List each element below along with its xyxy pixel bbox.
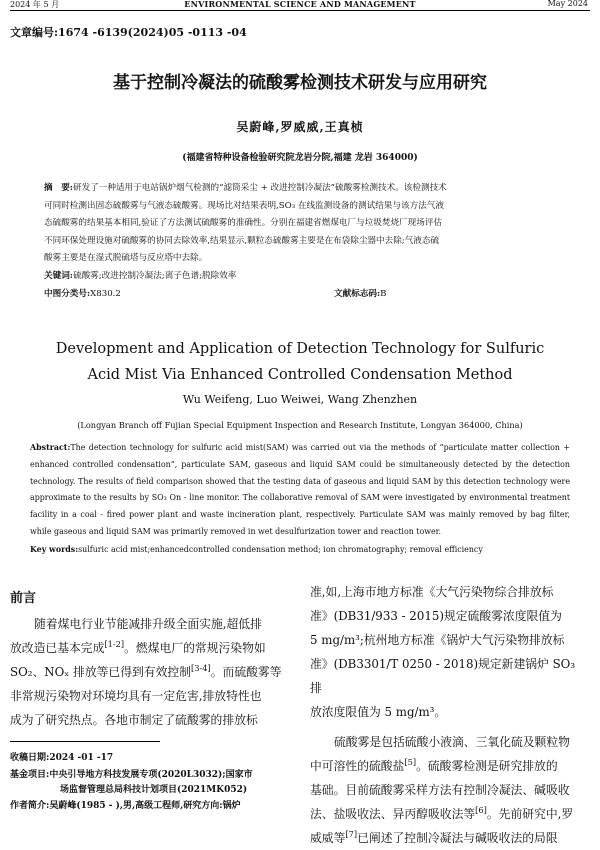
citation: [1-2] bbox=[104, 639, 125, 650]
title-cn: 基于控制冷凝法的硫酸雾检测技术研发与应用研究 bbox=[113, 73, 487, 93]
left-column bbox=[10, 612, 288, 732]
body-line: 非常规污染物对环境均具有一定危害,排放特性也 bbox=[10, 689, 262, 703]
keywords-en-label: Key words: bbox=[30, 545, 79, 554]
body-line: 准,如,上海市地方标准《大气污染物综合排放标 bbox=[310, 585, 554, 599]
abstract-cn-line: 不同环保处理设施对硫酸雾的协同去除效率,结果显示,颗粒态硫酸雾主要是在布袋除尘器中去除;气液态硫 bbox=[44, 235, 440, 246]
keywords-en bbox=[30, 545, 570, 554]
affiliation-cn: (福建省特种设备检验研究院龙岩分院,福建 龙岩 364000) bbox=[182, 153, 418, 163]
abstract-en bbox=[30, 440, 570, 541]
classification-row bbox=[44, 286, 556, 304]
abstract-cn-line: 酸雾主要是在湿式脱硫塔与反应塔中去除。 bbox=[44, 253, 208, 263]
body-line: 随着煤电行业节能减排升级全面实施,超低排 bbox=[34, 617, 262, 631]
authors-cn: 吴蔚峰,罗威威,王真桢 bbox=[236, 120, 364, 134]
header-rule bbox=[10, 10, 590, 11]
title-en-line: Development and Application of Detection Technology for Sulfuric bbox=[55, 341, 545, 357]
running-header bbox=[0, 0, 600, 10]
keywords-cn-text: 硫酸雾;改进控制冷凝法;离子色谱;脱除效率 bbox=[72, 271, 237, 281]
body-line: 放改造已基本完成[1-2]。燃煤电厂的常规污染物如 bbox=[10, 639, 266, 655]
footnote-received: 收稿日期:2024 -01 -17 bbox=[10, 753, 114, 763]
article-number: 文章编号:1674 -6139(2024)05 -0113 -04 bbox=[10, 26, 247, 39]
abstract-cn-line: 摘 要:研发了一种适用于电站锅炉烟气检测的“滤筒采尘 + 改进控制冷凝法”硫酸雾检测技术。该检测技术 bbox=[44, 183, 447, 193]
clc-value: X830.2 bbox=[90, 289, 121, 299]
keywords-cn-label: 关键词: bbox=[44, 271, 73, 281]
title-en bbox=[0, 336, 600, 388]
journal-name: ENVIRONMENTAL SCIENCE AND MANAGEMENT bbox=[184, 0, 416, 9]
footnote-author: 作者简介:吴蔚峰(1985 - ),男,高级工程师,研究方向:锅炉 bbox=[10, 801, 241, 811]
title-en-line: Acid Mist Via Enhanced Controlled Condensation Method bbox=[87, 367, 513, 383]
body-line: 放浓度限值为 5 mg/m³。 bbox=[310, 705, 447, 719]
section-heading: 前言 bbox=[10, 591, 37, 606]
citation: [6] bbox=[475, 805, 487, 816]
footnote-rule bbox=[10, 741, 160, 742]
authors-en: Wu Weifeng, Luo Weiwei, Wang Zhenzhen bbox=[182, 393, 418, 406]
clc-label: 中图分类号: bbox=[44, 289, 91, 299]
abstract-cn bbox=[44, 180, 556, 268]
body-line: 威威等[7]已阐述了控制冷凝法与碱吸收法的局限 bbox=[310, 829, 558, 845]
body-line: 5 mg/m³;杭州地方标准《锅炉大气污染物排放标 bbox=[310, 633, 565, 647]
doc-code-label: 文献标志码: bbox=[334, 289, 381, 299]
abstract-cn-label: 摘 要: bbox=[44, 183, 73, 193]
footnote-fund: 基金项目:中央引导地方科技发展专项(2020L3032);国家市 bbox=[10, 770, 253, 780]
citation: [5] bbox=[404, 757, 417, 768]
abstract-en-text: The detection technology for sulfuric acid mist(SAM) was carried out via the methods of “particulate matter collection + enhanced controlled condensation”, particulate SAM, gaseous and liquid SAM could be simultaneously detected by the detection technology. The results of field comparison showed that the testing data of gaseous and liquid SAM by this detection technology were approximate to the results by SO₃ On - line monitor. The collaborative removal of SAM were investigated by environmental treatment facility in a coal - fired power plant and waste incineration plant, respectively. Particulate SAM was mainly removed by bag filter, while gaseous and liquid SAM was primarily removed in wet desulfurization tower and reaction tower. bbox=[30, 443, 570, 536]
abstract-cn-line: 态硫酸雾的结果基本相同,验证了方法测试硫酸雾的准确性。分别在福建省燃煤电厂与垃圾焚烧厂现场评估 bbox=[44, 218, 443, 228]
abstract-en-label: Abstract: bbox=[30, 443, 71, 452]
abstract-cn-line: 可同时检测出固态硫酸雾与气液态硫酸雾。现场比对结果表明,SO₃ 在线监测设备的测试结果与该方法气液 bbox=[44, 200, 444, 211]
citation: [3-4] bbox=[191, 663, 211, 674]
body-line: 基础。目前硫酸雾采样方法有控制冷凝法、碱吸收 bbox=[310, 783, 570, 797]
header-date-cn: 2024 年 5 月 bbox=[10, 0, 60, 9]
keywords-cn bbox=[44, 268, 556, 286]
citation: [7] bbox=[345, 829, 358, 840]
doc-code bbox=[334, 286, 386, 304]
doc-code-value: B bbox=[380, 289, 387, 299]
body-line: 准》(DB3301/T 0250 - 2018)规定新建锅炉 SO₃ 排 bbox=[310, 657, 576, 695]
keywords-en-text: sulfuric acid mist;enhancedcontrolled condensation method; ion chromatography; removal efficiency bbox=[78, 545, 483, 554]
body-line: 准》(DB31/933 - 2015)规定硫酸雾浓度限值为 bbox=[310, 609, 562, 623]
body-line: 成为了研究热点。各地市制定了硫酸雾的排放标 bbox=[10, 713, 258, 727]
right-column bbox=[310, 580, 588, 850]
footnote-fund-cont: 场监督管理总局科技计划项目(2021MK052) bbox=[60, 785, 248, 795]
body-line: 硫酸雾是包括硫酸小液滴、三氧化硫及颗粒物 bbox=[334, 735, 570, 749]
header-date-en: May 2024 bbox=[547, 0, 588, 8]
fund-label: 基金项目: bbox=[10, 770, 50, 780]
body-line: 法、盐吸收法、异丙醇吸收法等[6]。先前研究中,罗 bbox=[310, 805, 574, 821]
affiliation-en: (Longyan Branch off Fujian Special Equipment Inspection and Research Institute, Longyan 364000, China) bbox=[77, 420, 523, 430]
body-line: 中可溶性的硫酸盐[5]。硫酸雾检测是研究排放的 bbox=[310, 757, 558, 773]
body-line: SO₂、NOₓ 排放等已得到有效控制[3-4]。而硫酸雾等 bbox=[10, 663, 282, 679]
